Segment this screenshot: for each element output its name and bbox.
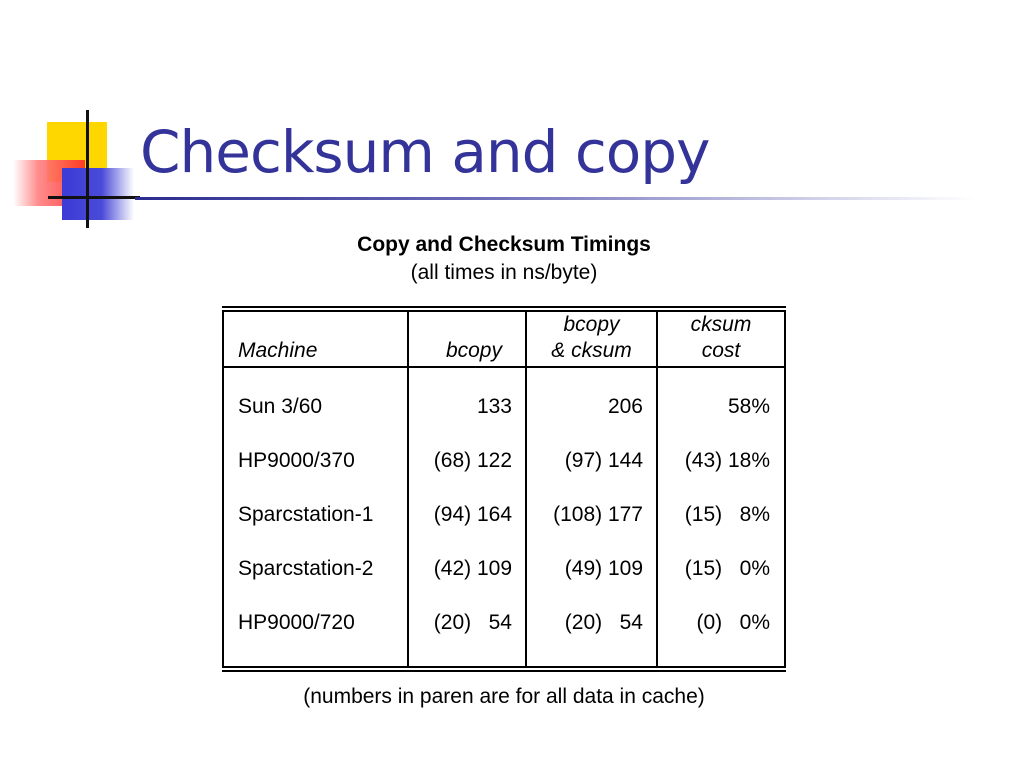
cell-bcopy: 133 [476, 395, 512, 418]
cell-bcopy-cksum: (49) 109 [564, 557, 643, 580]
title-underline [135, 197, 975, 200]
cell-cksum-cost: (43) 18% [684, 449, 770, 472]
cell-bcopy: (42) 109 [433, 557, 512, 580]
logo-blue-square [62, 168, 134, 220]
header-bcopy: bcopy [445, 339, 502, 362]
figure-subtitle: (all times in ns/byte) [410, 261, 598, 284]
cell-machine: HP9000/720 [238, 611, 355, 634]
cell-cksum-cost: (0) 0% [696, 611, 770, 634]
table-bottom-border [222, 666, 786, 672]
slide-title: Checksum and copy [140, 118, 710, 186]
cell-machine: Sparcstation-1 [238, 503, 374, 526]
cell-cksum-cost: 58% [727, 395, 770, 418]
header-machine: Machine [238, 339, 318, 362]
cell-bcopy: (94) 164 [433, 503, 512, 526]
cell-machine: Sparcstation-2 [238, 557, 374, 580]
logo-vertical-line [86, 110, 89, 228]
figure-footnote: (numbers in paren are for all data in cache) [303, 685, 705, 708]
cell-cksum-cost: (15) 0% [684, 557, 770, 580]
cell-bcopy: (68) 122 [433, 449, 512, 472]
cell-bcopy-cksum: (20) 54 [564, 611, 643, 634]
header-bcopy-cksum-line1: bcopy [563, 313, 620, 336]
cell-bcopy-cksum: (97) 144 [564, 449, 643, 472]
header-cksum-cost-line1: cksum [690, 313, 752, 336]
cell-machine: HP9000/370 [238, 449, 355, 472]
cell-bcopy-cksum: 206 [607, 395, 643, 418]
header-bcopy-cksum-line2: & cksum [551, 339, 632, 362]
header-cksum-cost-line2: cost [701, 339, 741, 362]
cell-machine: Sun 3/60 [238, 395, 323, 418]
timings-table [222, 306, 786, 672]
cell-cksum-cost: (15) 8% [684, 503, 770, 526]
header-rule [222, 366, 786, 368]
cell-bcopy-cksum: (108) 177 [553, 503, 643, 526]
figure-title: Copy and Checksum Timings [357, 233, 651, 256]
cell-bcopy: (20) 54 [433, 611, 512, 634]
logo-horizontal-line [48, 196, 140, 199]
